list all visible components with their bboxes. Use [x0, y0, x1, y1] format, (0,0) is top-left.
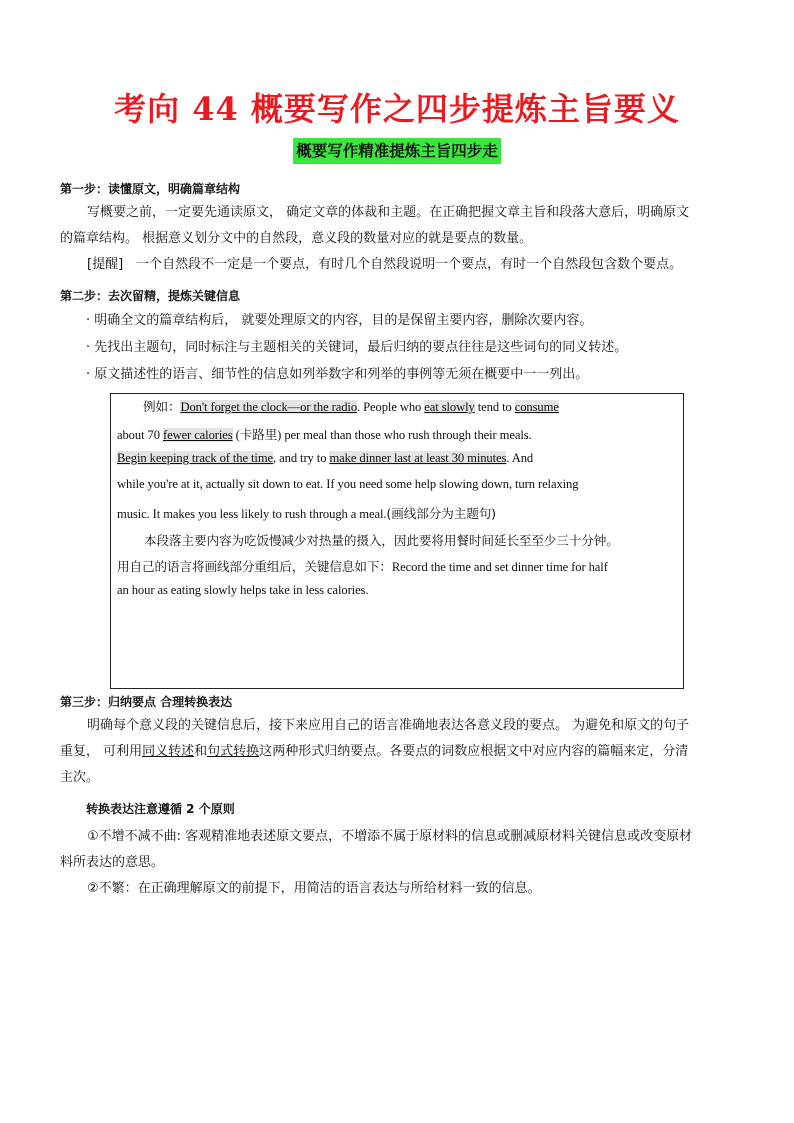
topic-sentence-underline-1: Don't forget the clock—or the radio	[180, 400, 358, 414]
page-title: 考向 44 概要写作之四步提炼主旨要义	[114, 90, 680, 128]
principle-1-line1: ①不增不减不曲: 客观精准地表述原文要点，不增添不属于原材料的信息或删减原材料关键信息或改变原材	[87, 829, 693, 844]
step3-text: 重复， 可利用	[60, 744, 143, 759]
step1-paragraph	[60, 200, 740, 278]
example-line-3	[117, 451, 533, 466]
key-phrase-make-dinner-last: make dinner last at least 30 minutes	[329, 451, 507, 465]
key-phrase-eat-slowly: eat slowly	[424, 400, 475, 414]
example-line-2	[117, 424, 532, 443]
step3-text: 和	[194, 744, 208, 759]
example-text: tend to	[474, 400, 515, 414]
example-line-4: while you're at it, actually sit down to eat. If you need some help slowing down, turn relaxing	[117, 477, 579, 491]
step3-line1: 明确每个意义段的关键信息后，接下来应用自己的语言准确地表达各意义段的要点。 为避免和原文的句子	[87, 718, 690, 733]
step3-line3: 主次。	[60, 770, 100, 785]
example-text: . And	[506, 451, 534, 465]
step1-line1: 写概要之前，一定要先通读原文， 确定文章的体裁和主题。在正确把握文章主旨和段落大意后，明确原文	[87, 205, 690, 220]
key-phrase-fewer-calories: fewer calories	[162, 428, 233, 442]
example-line-8: an hour as eating slowly helps take in less calories.	[117, 583, 369, 597]
example-note: (画线部分为主题句)	[386, 506, 496, 521]
example-text-cn: 用自己的语言将画线部分重组后，关键信息如下：	[117, 559, 392, 574]
step2-bullet-1: · 明确全文的篇章结构后， 就要处理原文的内容，目的是保留主要内容，删除次要内容。	[86, 313, 593, 328]
key-phrase-begin-keeping-track: Begin keeping track of the time	[117, 451, 274, 465]
example-text: about 70	[117, 428, 163, 442]
key-phrase-consume: consume	[514, 400, 559, 414]
step3-heading: 第三步：归纳要点 合理转换表达	[60, 695, 233, 709]
step3-text: 这两种形式归纳要点。各要点的词数应根据文中对应内容的篇幅来定，分清	[259, 744, 689, 759]
principle-2: ②不繁：在正确理解原文的前提下，用简洁的语言表达与所给材料一致的信息。	[87, 881, 541, 896]
example-line-1	[117, 396, 559, 415]
example-text: (卡路里) per meal than those who rush through their meals.	[232, 428, 532, 442]
step2-heading: 第二步：去次留精，提炼关键信息	[60, 289, 241, 303]
term-sentence-transform: 句式转换	[207, 744, 260, 759]
principle-1-line2: 料所表达的意思。	[60, 855, 165, 870]
subtitle-container	[0, 138, 794, 164]
principles-list	[60, 824, 740, 902]
example-text: , and try to	[273, 451, 330, 465]
example-line-7	[117, 556, 608, 575]
subtitle-banner: 概要写作精准提炼主旨四步走	[293, 138, 501, 164]
example-text-en: Record the time and set dinner time for half	[391, 560, 608, 574]
example-text: music. It makes you less likely to rush through a meal.	[117, 507, 387, 521]
example-prefix: 例如：	[143, 399, 181, 414]
step1-tip: [提醒] 一个自然段不一定是一个要点，有时几个自然段说明一个要点，有时一个自然段包含数个要点。	[87, 257, 683, 272]
step1-heading: 第一步：读懂原文，明确篇章结构	[60, 182, 241, 196]
step3-line2	[60, 739, 740, 765]
principles-heading: 转换表达注意遵循 2 个原则	[86, 802, 235, 816]
step2-bullet-2: · 先找出主题句，同时标注与主题相关的关键词，最后归纳的要点往往是这些词句的同义转述。	[86, 340, 628, 355]
step2-bullet-3: · 原文描述性的语言、细节性的信息如列举数字和列举的事例等无须在概要中一一列出。	[86, 367, 589, 382]
step1-line2: 的篇章结构。 根据意义划分文中的自然段，意义段的数量对应的就是要点的数量。	[60, 231, 533, 246]
example-line-6: 本段落主要内容为吃饭慢减少对热量的摄入，因此要将用餐时间延长至至少三十分钟。	[144, 533, 619, 548]
step3-paragraph	[60, 713, 740, 791]
example-line-5	[117, 503, 496, 522]
example-text: . People who	[357, 400, 425, 414]
term-synonym-paraphrase: 同义转述	[142, 744, 195, 759]
